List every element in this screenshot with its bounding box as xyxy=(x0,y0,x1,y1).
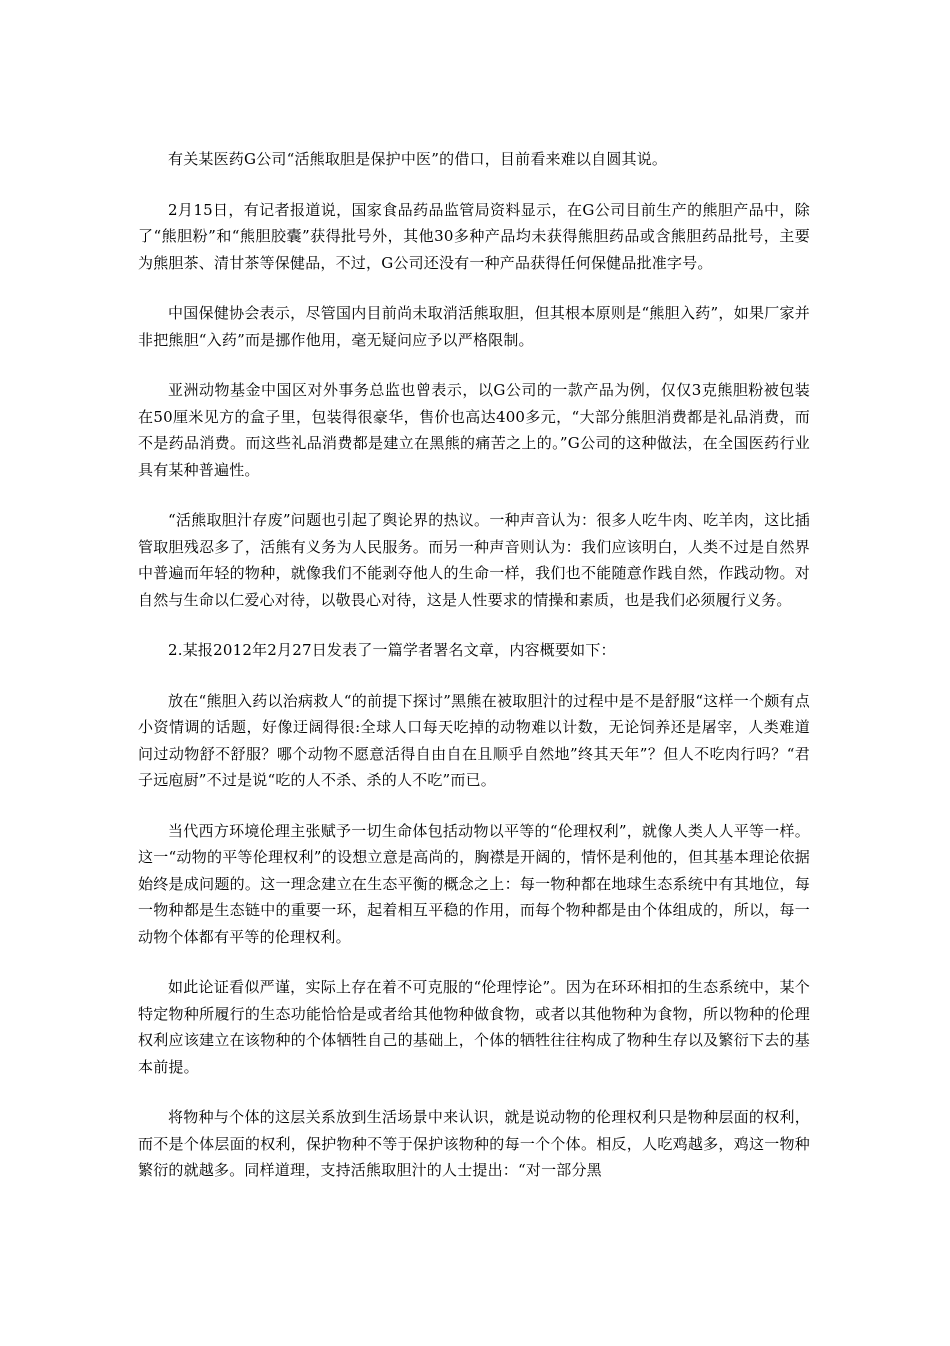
paragraph-g-company-excuse: 有关某医药G公司“活熊取胆是保护中医”的借口，目前看来难以自圆其说。 xyxy=(168,150,668,168)
paragraph-health-association: 中国保健协会表示，尽管国内目前尚未取消活熊取胆，但其根本原则是“熊胆入药”，如果厂家并非把熊胆“入药”而是挪作他用，毫无疑问应予以严格限制。 xyxy=(138,304,810,349)
paragraph-article-intro: 2.某报2012年2月27日发表了一篇学者署名文章，内容概要如下： xyxy=(168,641,616,659)
document-body xyxy=(138,146,810,1208)
paragraph-article-premise: 放在“熊胆入药以治病救人“的前提下探讨”黑熊在被取胆汁的过程中是不是舒服“这样一个颇有点小资情调的话题，好像迂阔得很:全球人口每天吃掉的动物难以计数，无论饲养还是屠宰，人类难道问过动物舒不舒服？哪个动物不愿意活得自由自在且顺乎自然地”终其天年”？但人不吃肉行吗？“君子远庖厨”不过是说“吃的人不杀、杀的人不吃”而已。 xyxy=(138,691,810,789)
paragraph-animals-asia: 亚洲动物基金中国区对外事务总监也曾表示，以G公司的一款产品为例，仅仅3克熊胆粉被包装在50厘米见方的盒子里，包装得很豪华，售价也高达400多元，“大部分熊胆消费都是礼品消费，而不是药品消费。而这些礼品消费都是建立在黑熊的痛苦之上的。”G公司的这种做法，在全国医药行业具有某种普遍性。 xyxy=(138,381,810,479)
paragraph-western-ethics: 当代西方环境伦理主张赋予一切生命体包括动物以平等的“伦理权利”，就像人类人人平等一样。这一“动物的平等伦理权利”的设想立意是高尚的，胸襟是开阔的，情怀是利他的，但其基本理论依据始终是成问题的。这一理念建立在生态平衡的概念之上：每一物种都在地球生态系统中有其地位，每一物种都是生态链中的重要一环，起着相互平稳的作用，而每个物种都是由个体组成的，所以，每一动物个体都有平等的伦理权利。 xyxy=(138,821,810,946)
paragraph-feb15-report: 2月15日，有记者报道说，国家食品药品监管局资料显示，在G公司目前生产的熊胆产品中，除了“熊胆粉”和“熊胆胶囊”获得批号外，其他30多种产品均未获得熊胆药品或含熊胆药品批号，主要为熊胆茶、清甘茶等保健品，不过，G公司还没有一种产品获得任何保健品批准字号。 xyxy=(138,200,810,272)
paragraph-species-individual: 将物种与个体的这层关系放到生活场景中来认识，就是说动物的伦理权利只是物种层面的权利，而不是个体层面的权利，保护物种不等于保护该物种的每一个个体。相反，人吃鸡越多，鸡这一物种繁衍的就越多。同样道理，支持活熊取胆汁的人士提出：“对一部分黑 xyxy=(138,1108,810,1179)
paragraph-public-debate: “活熊取胆汁存废”问题也引起了舆论界的热议。一种声音认为：很多人吃牛肉、吃羊肉，这比插管取胆残忍多了，活熊有义务为人民服务。而另一种声音则认为：我们应该明白，人类不过是自然界中普遍而年轻的物种，就像我们不能剥夺他人的生命一样，我们也不能随意作践自然，作践动物。对自然与生命以仁爱心对待，以敬畏心对待，这是人性要求的情操和素质，也是我们必须履行义务。 xyxy=(138,511,810,609)
paragraph-ethical-paradox: 如此论证看似严谨，实际上存在着不可克服的“伦理悖论”。因为在环环相扣的生态系统中，某个特定物种所履行的生态功能恰恰是或者给其他物种做食物，或者以其他物种为食物，所以物种的伦理权利应该建立在该物种的个体牺牲自己的基础上，个体的牺牲往往构成了物种生存以及繁衍下去的基本前提。 xyxy=(138,978,810,1076)
